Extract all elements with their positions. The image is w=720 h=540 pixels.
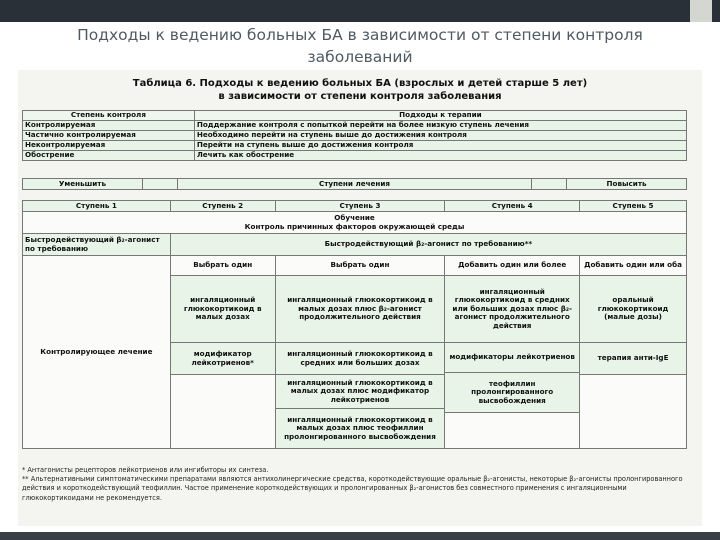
table-row <box>23 121 687 131</box>
choose-one-step3: Выбрать один <box>275 256 445 276</box>
step-5-header: Ступень 5 <box>580 201 687 212</box>
therapy-approach-cell: Поддержание контроля с попыткой перейти на более низкую ступень лечения <box>194 121 686 131</box>
footnote-2: ** Альтернативными симптоматическими препаратами являются антихолинергические средства, короткодействующие оральные β₂-агонисты, некоторые β₂-агонисты пролонгированного действия и короткодействующий теофиллин. Частое применение короткодействующих и пролонгированных β₂-агонистов без совместного применения с ингаляционными глюкокортикоидами не рекомендуется. <box>22 475 683 502</box>
step5-option-1: оральный глюкокортикоид (малые дозы) <box>580 276 687 343</box>
step2-option-2: модификатор лейкотриенов* <box>170 343 275 375</box>
step3-option-3: ингаляционный глюкокортикоид в малых дозах плюс модификатор лейкотриенов <box>275 375 445 409</box>
control-level-table <box>22 110 687 161</box>
step3-option-1: ингаляционный глюкокортикоид в малых дозах плюс β₂-агонист продолжительного действия <box>275 276 445 343</box>
slide-bottom-bar <box>0 532 720 540</box>
step3-option-4: ингаляционный глюкокортикоид в малых дозах плюс теофиллин пролонгированного высвобождения <box>275 409 445 449</box>
control-level-cell: Контролируемая <box>23 121 195 131</box>
document-image <box>18 70 702 526</box>
controller-header-row <box>23 256 687 276</box>
education-row <box>23 212 687 234</box>
rescue-steps-cell: Быстродействующий β₂-агонист по требованию** <box>170 234 686 256</box>
slide-title <box>30 24 690 68</box>
table-caption-line2: в зависимости от степени контроля заболевания <box>218 91 502 102</box>
step4-option-2: модификаторы лейкотриенов <box>445 343 580 373</box>
table-caption-line1: Таблица 6. Подходы к ведению больных БА (взрослых и детей старше 5 лет) <box>132 78 588 89</box>
step3-option-2: ингаляционный глюкокортикоид в средних или больших дозах <box>275 343 445 375</box>
step-4-header: Ступень 4 <box>445 201 580 212</box>
add-step5: Добавить один или оба <box>580 256 687 276</box>
controller-label-cell: Контролирующее лечение <box>23 256 171 449</box>
control-level-header: Степень контроля <box>23 111 195 121</box>
rescue-step1-cell: Быстродействующий β₂-агонист по требованию <box>23 234 171 256</box>
education-cell <box>23 212 687 234</box>
table-header-row <box>23 111 687 121</box>
therapy-approach-cell: Лечить как обострение <box>194 151 686 161</box>
arrow-left-spacer <box>142 179 177 190</box>
step-up-label: Повысить <box>567 179 687 190</box>
step2-option-1: ингаляционный глюкокортикоид в малых дозах <box>170 276 275 343</box>
table-row <box>23 141 687 151</box>
slide-top-bar <box>0 0 720 22</box>
step4-option-3: теофиллин пролонгированного высвобождения <box>445 373 580 413</box>
footnote-1: * Антагонисты рецепторов лейкотриенов или ингибиторы их синтеза. <box>22 466 269 474</box>
table-caption <box>18 77 702 103</box>
education-line2: Контроль причинных факторов окружающей среды <box>244 221 465 231</box>
therapy-approach-cell: Перейти на ступень выше до достижения контроля <box>194 141 686 151</box>
step2-empty-cell <box>170 375 275 449</box>
treatment-steps-arrow <box>22 178 687 190</box>
table-row <box>23 151 687 161</box>
therapy-approach-cell: Необходимо перейти на ступень выше до достижения контроля <box>194 131 686 141</box>
choose-one-step2: Выбрать один <box>170 256 275 276</box>
education-line1: Обучение <box>334 213 375 222</box>
step5-empty-cell <box>580 375 687 449</box>
step-1-header: Ступень 1 <box>23 201 171 212</box>
therapy-approach-header: Подходы к терапии <box>194 111 686 121</box>
step4-empty-cell <box>445 413 580 449</box>
control-level-cell: Частично контролируемая <box>23 131 195 141</box>
arrow-row <box>23 179 687 190</box>
add-step4: Добавить один или более <box>445 256 580 276</box>
step5-option-2: терапия анти-IgE <box>580 343 687 375</box>
step-2-header: Ступень 2 <box>170 201 275 212</box>
arrow-right-spacer <box>532 179 567 190</box>
control-level-cell: Обострение <box>23 151 195 161</box>
rescue-row <box>23 234 687 256</box>
treatment-steps-table <box>22 200 687 449</box>
treatment-steps-label: Ступени лечения <box>177 179 531 190</box>
control-level-cell: Неконтролируемая <box>23 141 195 151</box>
slide-top-accent <box>690 0 712 22</box>
steps-header-row <box>23 201 687 212</box>
footnotes <box>22 466 694 503</box>
step-3-header: Ступень 3 <box>275 201 445 212</box>
slide-title-line2: заболеваний <box>307 48 413 66</box>
table-row <box>23 131 687 141</box>
step4-option-1: ингаляционный глюкокортикоид в средних или больших дозах плюс β₂-агонист продолжительного действия <box>445 276 580 343</box>
step-down-label: Уменьшить <box>23 179 143 190</box>
slide-title-line1: Подходы к ведению больных БА в зависимости от степени контроля <box>77 26 643 44</box>
